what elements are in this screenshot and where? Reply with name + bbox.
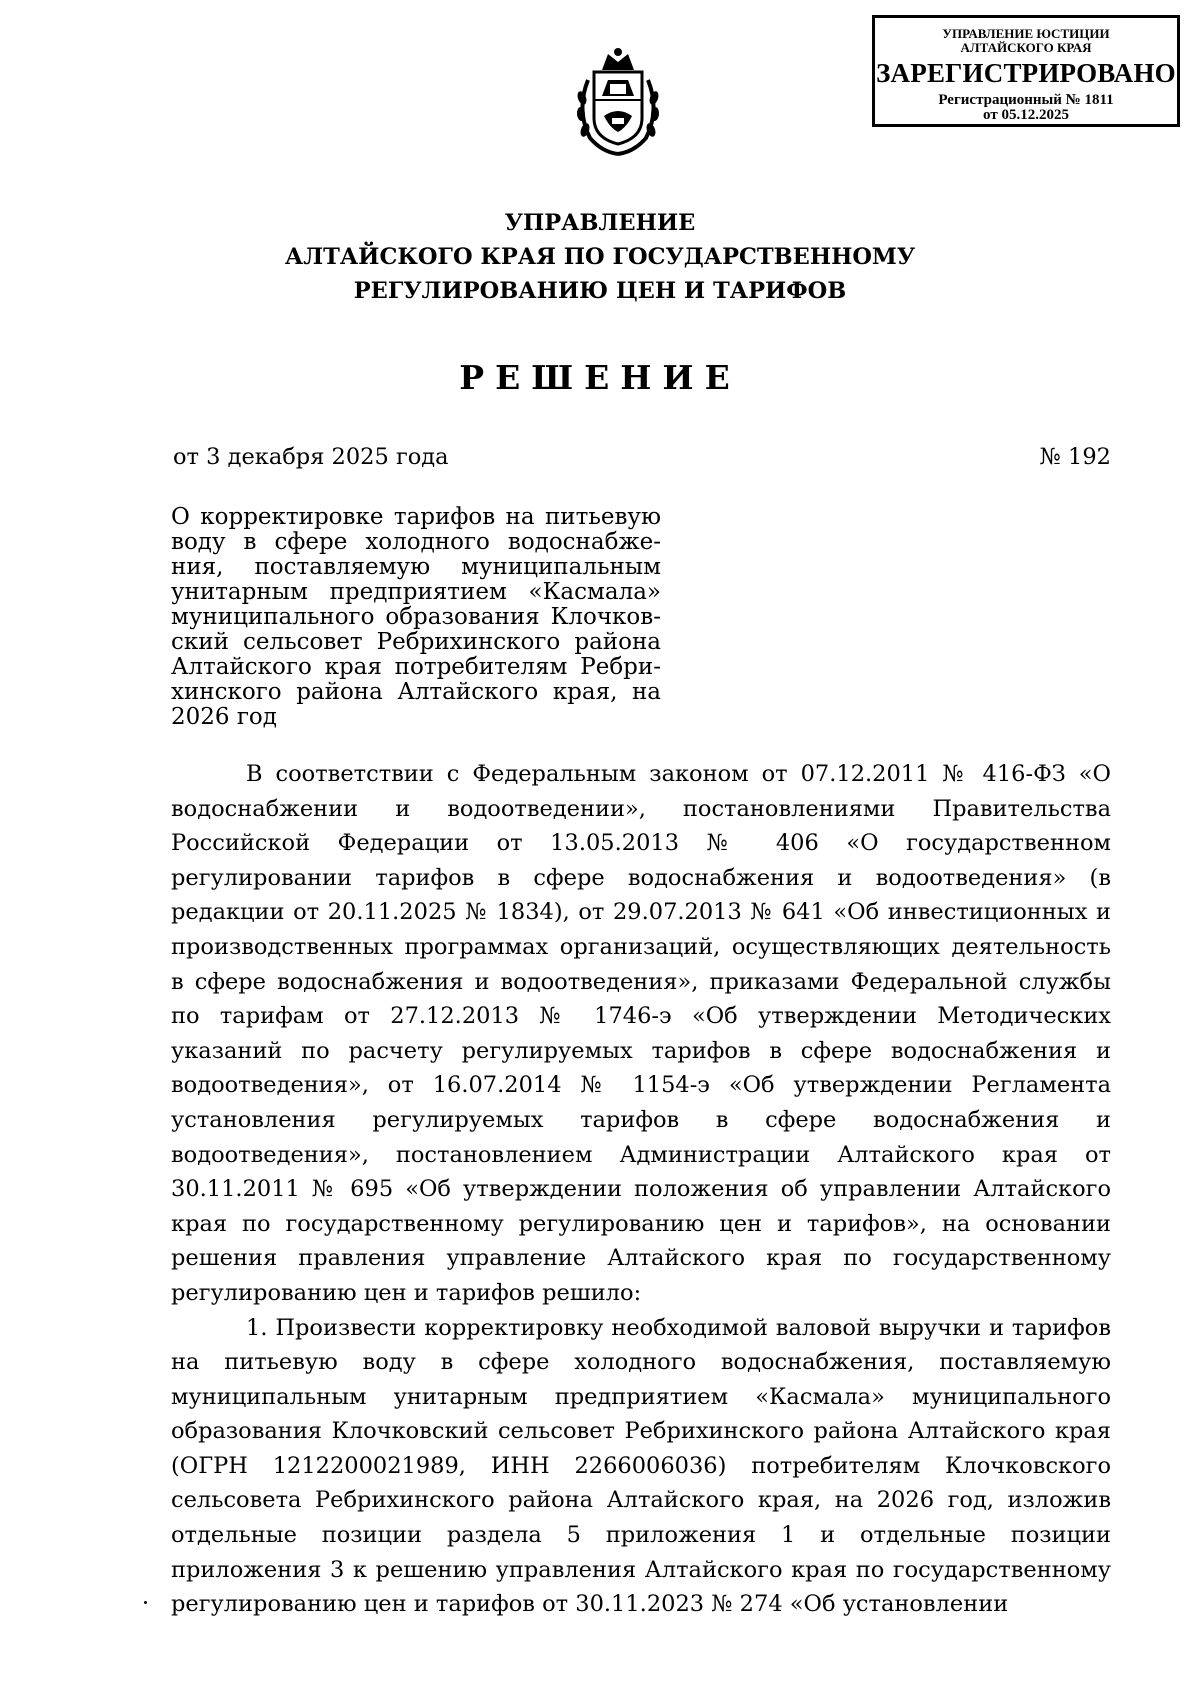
org-line-1: УПРАВЛЕНИЕ: [504, 210, 696, 236]
org-line-3: РЕГУЛИРОВАНИЮ ЦЕН И ТАРИФОВ: [353, 278, 847, 304]
stamp-status: ЗАРЕГИСТРИРОВАНО: [876, 58, 1176, 89]
decision-number: № 192: [1039, 444, 1111, 470]
clause-1-paragraph: 1. Произвести корректировку необходимой валовой выручки и тарифов на питьевую воду в сфере холодного водоснабжения, поставляемую муниципальным унитарным предприятием «Касмала» муниципального образования Клочковский сельсовет Ребрихинского района Алтайского края (ОГРН 1212200021989, ИНН 2266006036) потребителям Клочковского сельсовета Ребрихинского района Алтайского края, на 2026 год, изложив отдельные позиции раздела 5 приложения 1 и отдельные позиции приложения 3 к решению управления Алтайского края по государственному регулированию цен и тарифов от 30.11.2023 № 274 «Об установлении: [171, 1314, 1111, 1618]
scan-speck: [144, 1601, 147, 1604]
organization-name: [150, 206, 1050, 308]
stamp-reg-number: Регистрационный № 1811: [938, 91, 1114, 108]
preamble-paragraph: В соответствии с Федеральным законом от 07.12.2011 № 416-ФЗ «О водоснабжении и водоотведении», постановлениями Правительства Российской Федерации от 13.05.2013 № 406 «О государственном регулировании тарифов в сфере водоснабжения и водоотведения» (в редакции от 20.11.2025 № 1834), от 29.07.2013 № 641 «Об инвестиционных и производственных программах организаций, осуществляющих деятельность в сфере водоснабжения и водоотведения», приказами Федеральной службы по тарифам от 27.12.2013 № 1746-э «Об утверждении Методических указаний по расчету регулируемых тарифов в сфере водоснабжения и водоотведения», от 16.07.2014 № 1154-э «Об утверждении Регламента установления регулируемых тарифов в сфере водоснабжения и водоотведения», постановлением Администрации Алтайского края от 30.11.2011 № 695 «Об утверждении положения об управлении Алтайского края по государственному регулированию цен и тарифов», на основании решения правления управление Алтайского края по государственному регулированию цен и тарифов решило:: [171, 761, 1111, 1306]
stamp-reg-date: от 05.12.2025: [983, 107, 1069, 124]
decision-subject: О корректировке тарифов на питьевую воду в сфере холодного водоснабже-ния, поставляемую муниципальным унитарным предприятием «Касмала» муниципального образования Клочков-ский сельсовет Ребрихинского района Алтайского края потребителям Ребри-хинского района Алтайского края, на 2026 год: [171, 504, 661, 730]
decision-date: от 3 декабря 2025 года: [173, 444, 449, 470]
org-line-2: АЛТАЙСКОГО КРАЯ ПО ГОСУДАРСТВЕННОМУ: [284, 244, 916, 270]
stamp-authority-line1: УПРАВЛЕНИЕ ЮСТИЦИИ: [942, 26, 1110, 41]
document-type-title: РЕШЕНИЕ: [459, 358, 741, 397]
decision-body: [171, 757, 1111, 1622]
altai-krai-coat-of-arms-icon: [568, 40, 668, 160]
registration-stamp: [872, 15, 1180, 127]
stamp-authority-line2: АЛТАЙСКОГО КРАЯ: [960, 39, 1092, 55]
